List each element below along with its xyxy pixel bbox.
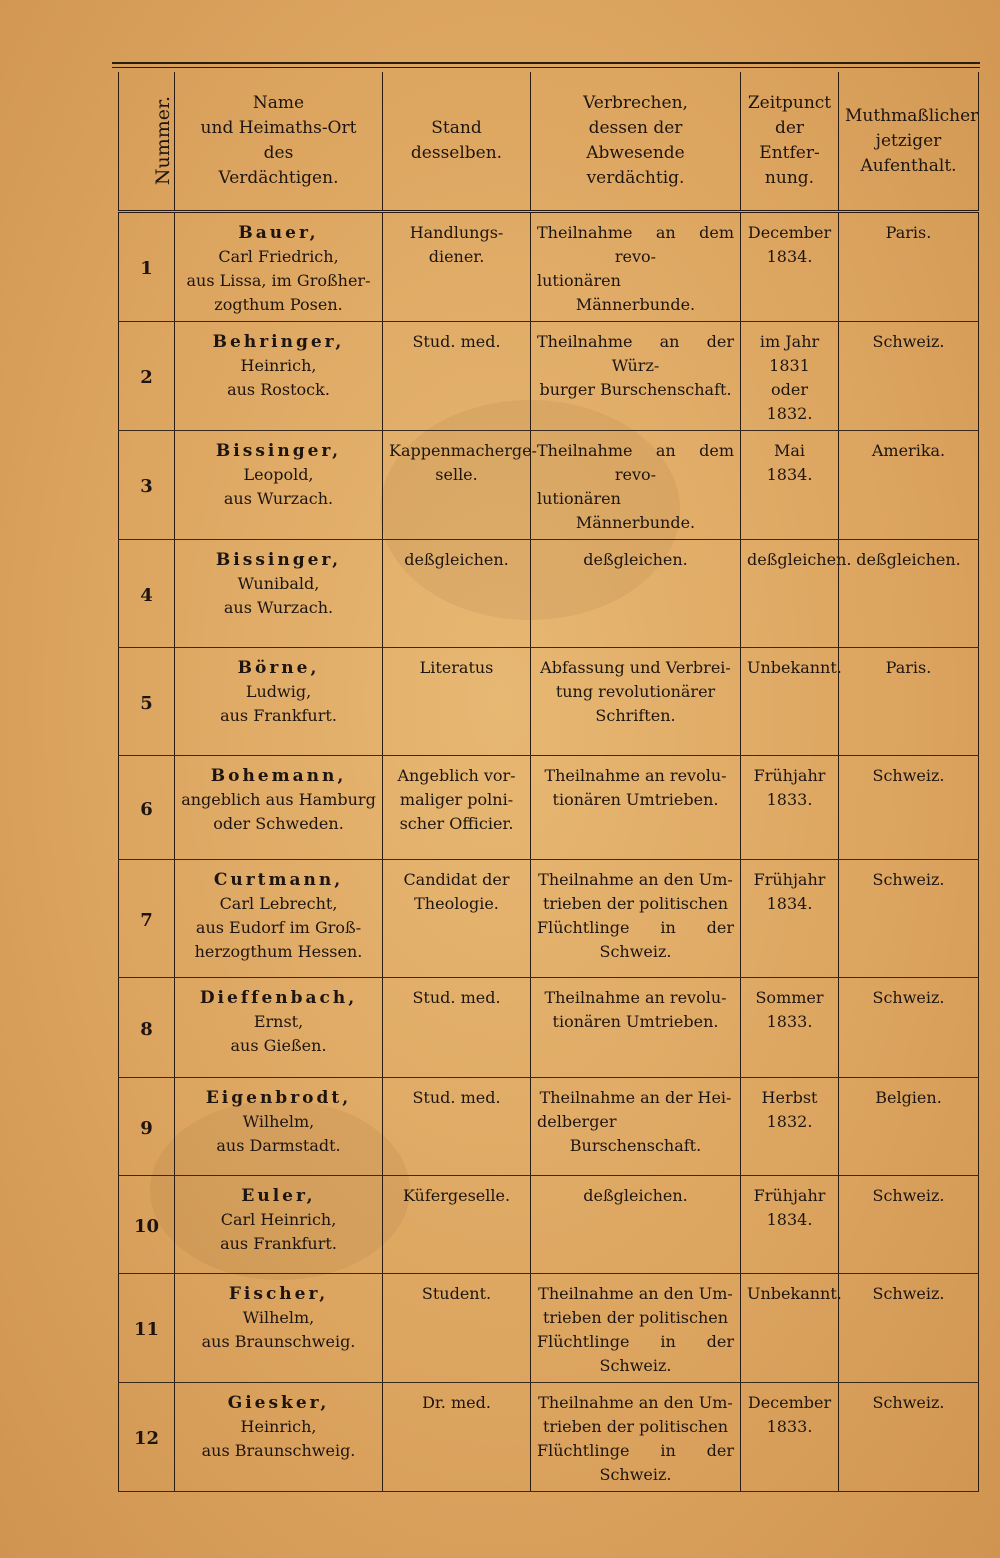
table-row xyxy=(119,1274,979,1383)
text-line: Theilnahme an dem revo- xyxy=(537,223,734,266)
departure-time xyxy=(741,1078,839,1176)
suspect-crime xyxy=(531,1383,741,1492)
text-line: Frühjahr xyxy=(753,870,826,889)
row-number: 7 xyxy=(119,860,175,978)
text-line: Abwesende verdächtig. xyxy=(586,143,685,188)
presumed-location: Schweiz. xyxy=(839,1274,979,1383)
table-row xyxy=(119,1176,979,1274)
text-line: aus Frankfurt. xyxy=(220,706,337,725)
text-line: Carl Heinrich, xyxy=(220,1210,337,1229)
text-line: oder Schweden. xyxy=(213,814,344,833)
table-row xyxy=(119,1383,979,1492)
text-line: Unbekannt. xyxy=(747,658,842,677)
text-line: Literatus xyxy=(419,658,494,677)
text-line: aus Rostock. xyxy=(227,380,330,399)
departure-time xyxy=(741,1274,842,1383)
departure-time xyxy=(741,212,839,322)
row-number: 4 xyxy=(119,540,175,648)
header-number: Nummer. xyxy=(119,72,175,212)
table-row xyxy=(119,978,979,1078)
presumed-location: Amerika. xyxy=(839,431,979,540)
table-row xyxy=(119,860,979,978)
suspect-crime xyxy=(531,212,741,322)
text-line: maliger polni- xyxy=(399,790,514,809)
suspect-crime xyxy=(531,322,741,431)
surname: Giesker, xyxy=(227,1393,330,1413)
text-line: tionären Umtrieben. xyxy=(552,790,719,809)
suspect-name xyxy=(175,322,383,431)
suspect-crime xyxy=(531,1274,741,1383)
suspect-name xyxy=(175,860,383,978)
text-line: December xyxy=(747,223,832,242)
text-line: Theilnahme an den Um- xyxy=(538,1284,733,1303)
text-line: aus Lissa, im Großher- xyxy=(186,271,371,290)
row-number: 11 xyxy=(119,1274,175,1383)
text-line: angeblich aus Hamburg xyxy=(181,790,376,809)
table-row xyxy=(119,756,979,860)
row-number: 6 xyxy=(119,756,175,860)
presumed-location: Schweiz. xyxy=(839,978,979,1078)
table-row xyxy=(119,431,979,540)
text-line: aus Wurzach. xyxy=(223,598,334,617)
text-line: trieben der politischen xyxy=(542,1308,729,1327)
text-line: trieben der politischen xyxy=(542,894,729,913)
presumed-location: Schweiz. xyxy=(839,1383,979,1492)
text-line: Handlungs- xyxy=(409,223,504,242)
text-line: Heinrich, xyxy=(240,356,317,375)
text-line: aus Wurzach. xyxy=(223,489,334,508)
top-rule xyxy=(112,62,980,64)
text-line: Leopold, xyxy=(243,465,314,484)
suspect-name xyxy=(175,1176,383,1274)
suspect-stand xyxy=(383,1078,531,1176)
suspect-name xyxy=(175,212,383,322)
row-number: 12 xyxy=(119,1383,175,1492)
table-row xyxy=(119,212,979,322)
text-line: burger Burschenschaft. xyxy=(539,380,732,399)
header-location xyxy=(839,72,979,212)
register-sheet xyxy=(112,62,980,1482)
top-rule xyxy=(112,67,980,68)
text-line: Candidat der xyxy=(403,870,510,889)
suspect-stand xyxy=(383,756,531,860)
text-line: aus Eudorf im Groß- xyxy=(195,918,362,937)
departure-time xyxy=(741,431,839,540)
suspect-name xyxy=(175,431,383,540)
text-line: Stud. med. xyxy=(412,332,501,351)
text-line: lutionären Männerbunde. xyxy=(537,489,696,532)
text-line: nung. xyxy=(764,168,815,188)
text-line: Theologie. xyxy=(414,894,499,913)
header-name xyxy=(175,72,383,212)
suspect-crime xyxy=(531,1176,741,1274)
text-line: des xyxy=(263,143,294,163)
text-line: scher Officier. xyxy=(399,814,514,833)
suspect-crime xyxy=(531,648,741,756)
presumed-location: Schweiz. xyxy=(839,756,979,860)
text-line: trieben der politischen xyxy=(542,1417,729,1436)
text-line: Theilnahme an den Um- xyxy=(538,870,733,889)
suspects-table xyxy=(118,72,979,1492)
suspect-stand xyxy=(383,648,531,756)
text-line: Schriften. xyxy=(595,706,676,725)
suspect-name xyxy=(175,1078,383,1176)
suspect-stand xyxy=(383,540,531,648)
text-line: delberger Burschenschaft. xyxy=(537,1112,702,1155)
departure-time xyxy=(741,1176,839,1274)
text-line: der xyxy=(774,118,805,138)
suspect-name xyxy=(175,1383,383,1492)
surname: Euler, xyxy=(241,1186,316,1206)
text-line: Flüchtlinge in der Schweiz. xyxy=(537,1441,734,1484)
text-line: zogthum Posen. xyxy=(214,295,343,314)
text-line: 1834. xyxy=(766,465,813,484)
header-crime xyxy=(531,72,741,212)
suspect-crime xyxy=(531,540,741,648)
text-line: diener. xyxy=(428,247,485,266)
text-line: selle. xyxy=(435,465,478,484)
text-line: lutionären Männerbunde. xyxy=(537,271,696,314)
suspect-stand xyxy=(383,978,531,1078)
text-line: im Jahr xyxy=(759,332,820,351)
suspect-crime xyxy=(531,756,741,860)
text-line: Angeblich vor- xyxy=(397,766,516,785)
text-line: Frühjahr xyxy=(753,766,826,785)
text-line: Student. xyxy=(421,1284,492,1303)
text-line: Unbekannt. xyxy=(747,1284,842,1303)
text-line: Flüchtlinge in der Schweiz. xyxy=(537,1332,734,1375)
header-time xyxy=(741,72,839,212)
surname: Börne, xyxy=(237,658,320,678)
suspect-crime xyxy=(531,431,741,540)
text-line: Theilnahme an dem revo- xyxy=(537,441,734,484)
table-row xyxy=(119,648,979,756)
text-line: Aufenthalt. xyxy=(860,155,957,176)
text-line: Ernst, xyxy=(253,1012,304,1031)
text-line: Flüchtlinge in der Schweiz. xyxy=(537,918,734,961)
presumed-location: Paris. xyxy=(839,212,979,322)
suspect-crime xyxy=(531,978,741,1078)
text-line: 1831 xyxy=(769,356,810,375)
header-stand: Stand desselben. xyxy=(383,72,531,212)
text-line: Stud. med. xyxy=(412,988,501,1007)
text-line: Stud. med. xyxy=(412,1088,501,1107)
presumed-location: Schweiz. xyxy=(839,860,979,978)
surname: Fischer, xyxy=(228,1284,329,1304)
row-number: 10 xyxy=(119,1176,175,1274)
text-line: Wilhelm, xyxy=(242,1112,315,1131)
table-row xyxy=(119,540,979,648)
text-line: aus Frankfurt. xyxy=(220,1234,337,1253)
text-line: Sommer xyxy=(755,988,824,1007)
presumed-location: Schweiz. xyxy=(839,1176,979,1274)
text-line: Theilnahme an revolu- xyxy=(544,988,727,1007)
table-row xyxy=(119,322,979,431)
text-line: und Heimaths-Ort xyxy=(200,118,357,138)
text-line: tionären Umtrieben. xyxy=(552,1012,719,1031)
row-number: 1 xyxy=(119,212,175,322)
text-line: Verdächtigen. xyxy=(218,168,339,188)
text-line: aus Braunschweig. xyxy=(201,1441,356,1460)
text-line: 1833. xyxy=(766,1012,813,1031)
departure-time xyxy=(741,322,839,431)
text-line: aus Darmstadt. xyxy=(216,1136,341,1155)
text-line: Dr. med. xyxy=(422,1393,491,1412)
table-header-row xyxy=(119,72,979,212)
departure-time xyxy=(741,1383,839,1492)
suspect-name xyxy=(175,756,383,860)
text-line: deßgleichen. xyxy=(747,550,852,569)
text-line: jetziger xyxy=(875,130,942,151)
suspect-stand xyxy=(383,1274,531,1383)
row-number: 5 xyxy=(119,648,175,756)
text-line: Zeitpunct xyxy=(747,93,832,113)
text-line: Küfergeselle. xyxy=(402,1186,511,1205)
text-line: Mai xyxy=(773,441,806,460)
text-line: December xyxy=(747,1393,832,1412)
text-line: 1834. xyxy=(766,247,813,266)
text-line: Frühjahr xyxy=(753,1186,826,1205)
suspect-stand xyxy=(383,212,531,322)
surname: Dieffenbach, xyxy=(199,988,358,1008)
text-line: Name xyxy=(252,93,305,113)
text-line: Verbrechen, xyxy=(583,93,688,113)
suspect-stand xyxy=(383,1383,531,1492)
surname: Curtmann, xyxy=(213,870,344,890)
text-line: Muthmaßlicher xyxy=(845,105,979,126)
text-line: 1833. xyxy=(766,790,813,809)
text-line: Theilnahme an den Um- xyxy=(538,1393,733,1412)
text-line: Wilhelm, xyxy=(242,1308,315,1327)
suspect-name xyxy=(175,978,383,1078)
text-line: Wunibald, xyxy=(237,574,320,593)
row-number: 2 xyxy=(119,322,175,431)
row-number: 9 xyxy=(119,1078,175,1176)
departure-time xyxy=(741,978,839,1078)
row-number: 8 xyxy=(119,978,175,1078)
suspect-name xyxy=(175,648,383,756)
text-line: aus Braunschweig. xyxy=(201,1332,356,1351)
text-line: Theilnahme an revolu- xyxy=(544,766,727,785)
text-line: Kappenmacherge- xyxy=(389,441,537,460)
text-line: 1832. xyxy=(766,1112,813,1131)
surname: Eigenbrodt, xyxy=(205,1088,352,1108)
text-line: Ludwig, xyxy=(245,682,312,701)
text-line: 1834. xyxy=(766,894,813,913)
surname: Behringer, xyxy=(212,332,345,352)
text-line: oder 1832. xyxy=(766,380,813,423)
surname: Bauer, xyxy=(238,223,319,243)
text-line: deßgleichen. xyxy=(583,550,688,569)
text-line: Heinrich, xyxy=(240,1417,317,1436)
row-number: 3 xyxy=(119,431,175,540)
presumed-location: deßgleichen. xyxy=(839,540,979,648)
surname: Bohemann, xyxy=(210,766,347,786)
suspect-stand xyxy=(383,322,531,431)
presumed-location: Schweiz. xyxy=(839,322,979,431)
text-line: 1833. xyxy=(766,1417,813,1436)
text-line: aus Gießen. xyxy=(230,1036,327,1055)
suspect-crime xyxy=(531,860,741,978)
text-line: Abfassung und Verbrei- xyxy=(540,658,731,677)
suspect-name xyxy=(175,1274,383,1383)
departure-time xyxy=(741,860,839,978)
text-line: deßgleichen. xyxy=(404,550,509,569)
text-line: herzogthum Hessen. xyxy=(194,942,363,961)
departure-time xyxy=(741,756,839,860)
text-line: Carl Friedrich, xyxy=(218,247,339,266)
departure-time xyxy=(741,540,852,648)
text-line: Carl Lebrecht, xyxy=(219,894,338,913)
suspect-stand xyxy=(383,860,531,978)
text-line: Theilnahme an der Würz- xyxy=(537,332,734,375)
text-line: Entfer- xyxy=(759,143,820,163)
table-row xyxy=(119,1078,979,1176)
departure-time xyxy=(741,648,842,756)
text-line: Herbst xyxy=(761,1088,818,1107)
suspect-stand xyxy=(383,1176,531,1274)
suspect-stand xyxy=(383,431,537,540)
presumed-location: Paris. xyxy=(839,648,979,756)
surname: Bissinger, xyxy=(215,441,342,461)
surname: Bissinger, xyxy=(215,550,342,570)
suspect-crime xyxy=(531,1078,741,1176)
text-line: Theilnahme an der Hei- xyxy=(539,1088,732,1107)
text-line: tung revolutionärer xyxy=(555,682,716,701)
suspect-name xyxy=(175,540,383,648)
text-line: 1834. xyxy=(766,1210,813,1229)
text-line: dessen der xyxy=(588,118,683,138)
presumed-location: Belgien. xyxy=(839,1078,979,1176)
text-line: deßgleichen. xyxy=(583,1186,688,1205)
